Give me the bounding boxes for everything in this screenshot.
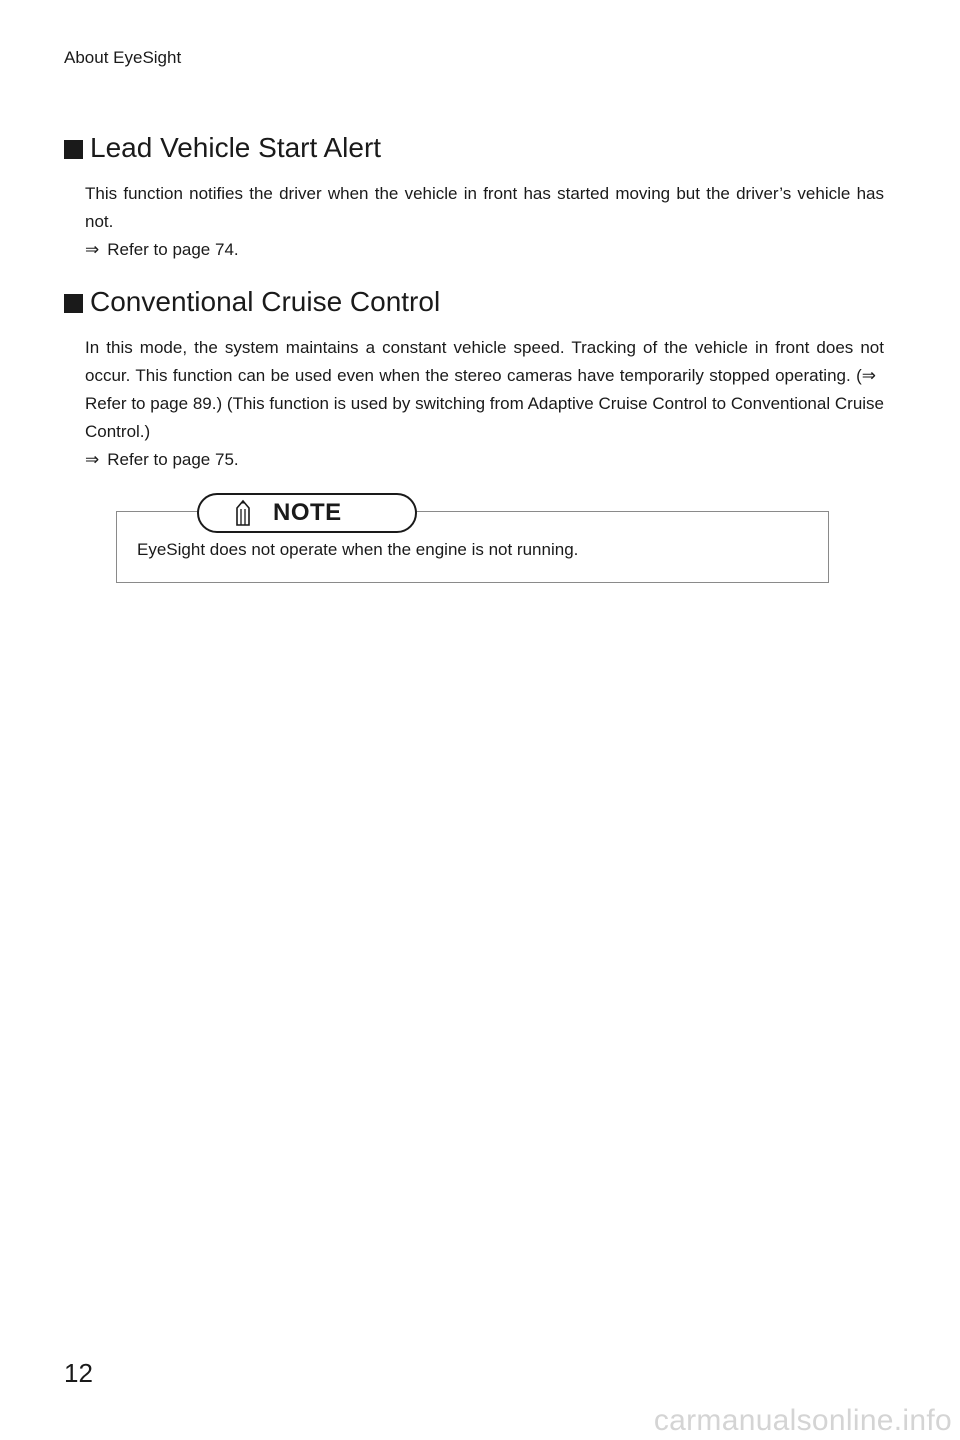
note-text: EyeSight does not operate when the engine is not running.	[137, 540, 579, 559]
page-reference-link[interactable]: Refer to page 74.	[107, 240, 239, 259]
watermark: carmanualsonline.info	[653, 1404, 952, 1437]
note-label: NOTE	[273, 499, 342, 526]
section-lead-vehicle-start-alert	[64, 132, 884, 264]
arrow-icon: ⇒	[861, 366, 876, 385]
section-heading-text: Lead Vehicle Start Alert	[90, 132, 382, 163]
page-reference	[85, 236, 884, 264]
arrow-icon: ⇒	[85, 450, 100, 469]
black-square-icon	[64, 294, 83, 313]
body-text: ) (This function is used by switching from Adaptive Cruise Control to Conventional Cruise Control.)	[85, 394, 885, 441]
section-heading	[64, 286, 884, 318]
body-text: In this mode, the system maintains a constant vehicle speed. Tracking of the vehicle in front does not occur. This function can be used even when the stereo cameras have temporarily stopped operating. (	[85, 338, 884, 385]
page-reference-link[interactable]: Refer to page 75.	[107, 450, 239, 469]
section-heading	[64, 132, 884, 164]
pencil-icon	[233, 499, 253, 527]
page-reference	[85, 446, 884, 474]
section-conventional-cruise-control	[64, 286, 884, 474]
page-number: 12	[64, 1358, 93, 1388]
section-heading-text: Conventional Cruise Control	[90, 286, 441, 317]
inline-page-reference-link[interactable]: Refer to page 89.	[85, 394, 217, 413]
section-body: This function notifies the driver when the vehicle in front has started moving but the driver’s vehicle has not.	[85, 184, 884, 231]
running-header: About EyeSight	[64, 48, 182, 67]
arrow-icon: ⇒	[85, 240, 100, 259]
black-square-icon	[64, 140, 83, 159]
section-body	[85, 334, 884, 446]
note-badge	[197, 493, 417, 533]
